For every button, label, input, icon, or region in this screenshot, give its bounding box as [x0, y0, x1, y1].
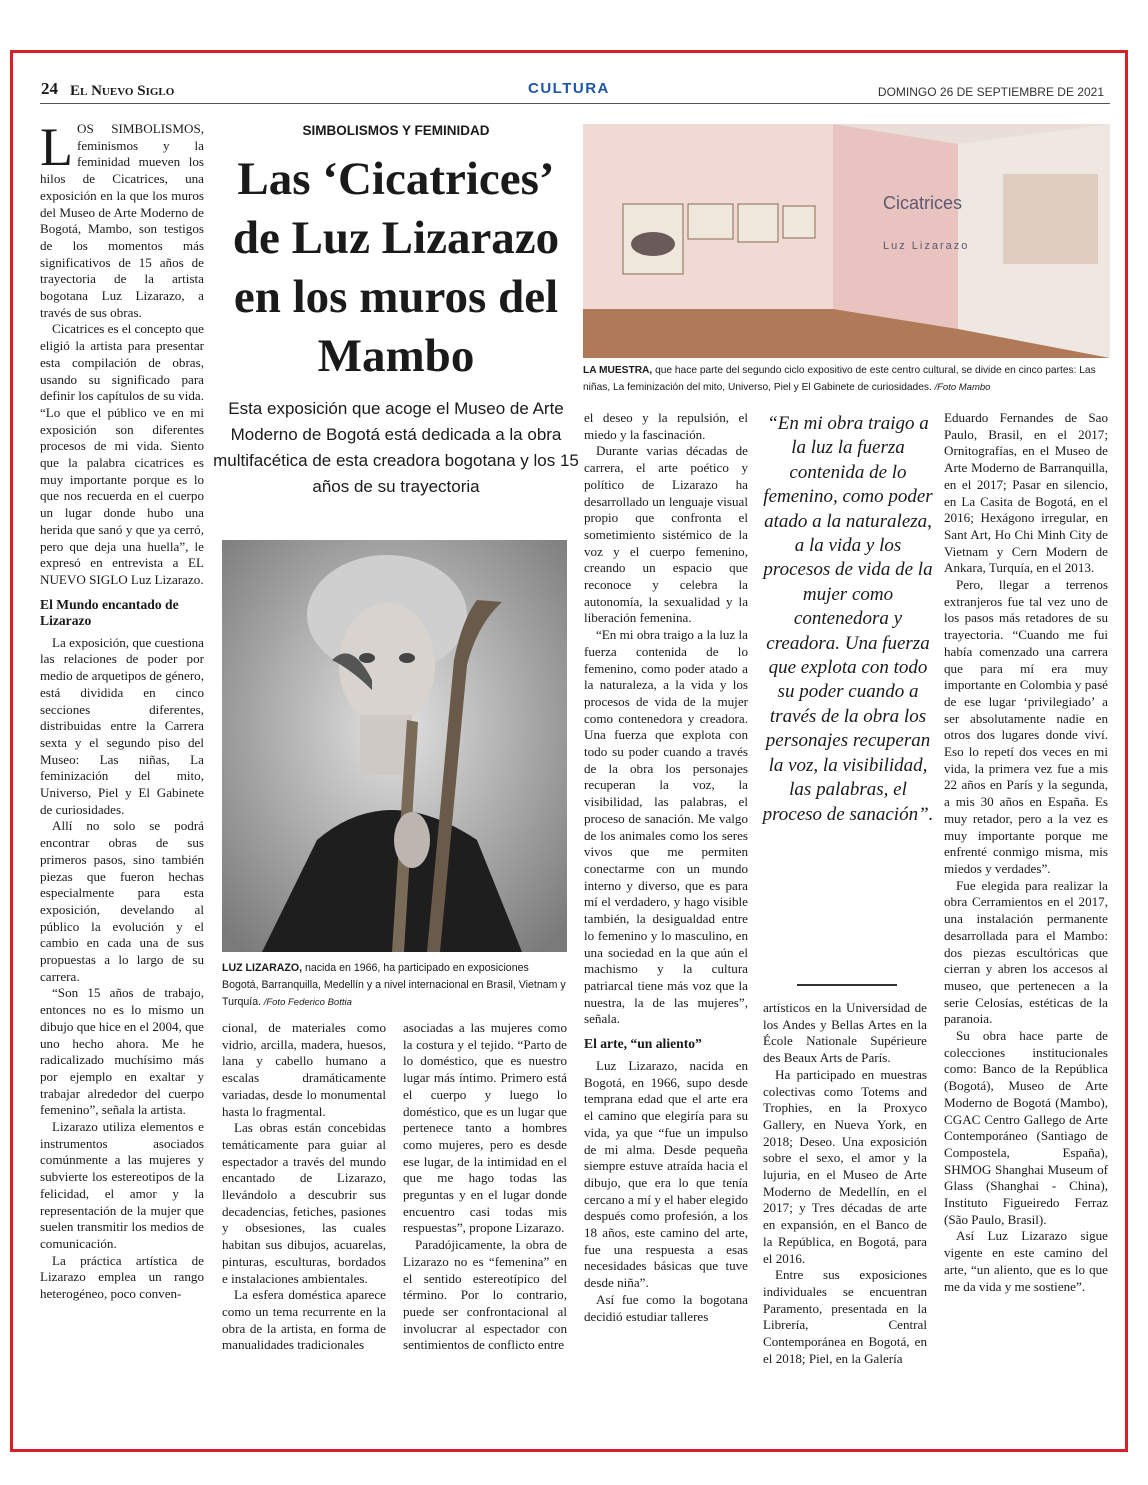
subheading: El arte, “un aliento”	[584, 1036, 702, 1052]
paragraph: “Son 15 años de trabajo, entonces no es lo mismo un dibujo que hice en el 2004, que uno hecho ahora. Me he radicalizado muchísimo más por ejemplo en exaltar y trabajar alrededor del cuerpo femenino”, señala la artista.	[40, 985, 204, 1118]
gallery-wall-title: Cicatrices	[883, 193, 963, 213]
paragraph: asociadas a las mujeres como la costura y el tejido. “Parto de lo doméstico, que es nuestro lugar más íntimo. Primero está el cuerpo y luego lo doméstico, que es un lugar que pertenece tanto a hombres como mujeres, pero es desde ese lugar, de la intimidad en el que me hago todas las preguntas y en el lugar donde encuentro casi todas mis respuestas”, propone Lizarazo.	[403, 1020, 567, 1236]
paragraph: Lizarazo utiliza elementos e instrumentos asociados comúnmente a las mujeres y subvierte los estereotipos de la felicidad, el amor y la representación de la mujer que suelen transmitir los medios de comunicación.	[40, 1119, 204, 1251]
gallery-caption	[583, 362, 1110, 396]
header-rule	[40, 103, 1110, 104]
paragraph: artísticos en la Universidad de los Andes y Bellas Artes en la École Nationale Supérieure des Beaux Arts de París.	[763, 1000, 927, 1066]
article-kicker: SIMBOLISMOS Y FEMINIDAD	[302, 123, 490, 138]
photo-credit: /Foto Mambo	[931, 382, 991, 393]
portrait-caption	[222, 960, 567, 1011]
caption-text: nacida en 1966, ha participado en exposiciones Bogotá, Barranquilla, Medellín y a nivel internacional en Brasil, Vietnam y Turquía.	[222, 962, 566, 1008]
paragraph: OS SIMBOLISMOS, feminismos y la feminidad mueven los hilos de Cicatrices, una exposición en la que los muros del Museo de Arte Moderno de Bogotá, Mambo, son testigos de los momentos más significativos de 15 años de trayectoria de la artista bogotana Luz Lizarazo, a través de sus obras.	[40, 121, 204, 320]
article-column-4	[584, 410, 748, 1325]
paragraph: Allí no solo se podrá encontrar obras de sus primeros pasos, sino también piezas que fueron hechas especialmente para esta exposición, develando al público la evolución y el cambio en cada una de sus propuestas a lo largo de su carrera.	[40, 818, 204, 984]
newspaper-name: El Nuevo Siglo	[70, 83, 175, 99]
paragraph: Así Luz Lizarazo sigue vigente en este camino del arte, “un aliento, que es lo que me da vida y me sostiene”.	[944, 1228, 1108, 1294]
paragraph: Ha participado en muestras colectivas como Totems and Trophies, en la Proxyco Gallery, en Nueva York, en 2018; Deseo. Una exposición sobre el sexo, el amor y la lujuria, en el Museo de Arte Moderno de Medellín, en el 2017; y Tres décadas de arte en expansión, en el Banco de la República, en Bogotá, para el 2016.	[763, 1066, 927, 1266]
paragraph: cional, de materiales como vidrio, arcilla, madera, huesos, lana y cabello humano a escalas dramáticamente variadas, desde lo monumental hasta lo fragmental.	[222, 1020, 386, 1119]
gallery-photo	[583, 124, 1110, 358]
article-column-5	[763, 1000, 927, 1367]
pull-quote: “En mi obra traigo a la luz la fuerza contenida de lo femenino, como poder atado a la naturaleza, a la vida y los procesos de vida de la mujer como contenedora y creadora. Una fuerza que explota con todo su poder cuando a través de la obra los personajes recuperan la voz, la visibilidad, las palabras, el proceso de sanación”.	[762, 413, 934, 825]
drop-cap: L	[40, 117, 73, 177]
article-headline: Las ‘Cicatrices’ de Luz Lizarazo en los muros del Mambo	[232, 153, 560, 382]
paragraph: Cicatrices es el concepto que eligió la artista para presentar esta compilación de obras, usando su significado para definir los capítulos de su vida. “Lo que el público ve en mi exposición son diferentes procesos de mi vida. Siento que la palabra cicatrices es muy importante porque es lo que nos recuerda en el cuerpo un lugar donde hubo una herida que sanó y que ya cerró, pero que deja una huella”, le expresó en entrevista a EL NUEVO SIGLO Luz Lizarazo.	[40, 321, 204, 587]
paragraph: Pero, llegar a terrenos extranjeros fue tal vez uno de los pasos más retadores de su trayectoria. “Cuando me fui había comenzado una carrera que para mí era muy importante en Colombia y pasé de ese lugar ‘privilegiado’ a ser absolutamente nadie en otros dos lugares donde viví. Eso lo repetí dos veces en mi vida, la primera vez fue a mis 22 años en París y la segunda, a mis 30 años en España. Es muy retador, pero a la vez es muy importante porque me enfrenté conmigo misma, mis miedos y verdades”.	[944, 577, 1108, 876]
issue-date: DOMINGO 26 DE SEPTIEMBRE DE 2021	[877, 85, 1104, 99]
article-dek: Esta exposición que acoge el Museo de Arte Moderno de Bogotá está dedicada a la obra multifacética de esta creadora bogotana y los 15 años de su trayectoria	[213, 399, 579, 496]
article-column-2	[222, 1020, 386, 1354]
subheading: El Mundo encantado de Lizarazo	[40, 596, 179, 628]
gallery-wall-subtitle: Luz Lizarazo	[883, 240, 970, 252]
article-column-3	[403, 1020, 567, 1354]
portrait-photo	[222, 540, 567, 952]
paragraph: “En mi obra traigo a la luz la fuerza contenida de lo femenino, como poder atado a la naturaleza, a la vida y los procesos de vida de la mujer como contenedora y creadora. Una fuerza que explota con todo su poder cuando a través de la obra los personajes recuperan la voz, la visibilidad, las palabras, el proceso de sanación. Me valgo de los animales como los seres vivos que me permiten conectarme con un mundo interno y diverso, que es para mí el verdadero, y hago visible también, la desigualdad entre lo femenino y lo masculino, en una sociedad en la que aún el machismo y la cultura patriarcal tiene más voz que la nuestra, la de las mujeres”, señala.	[584, 627, 748, 1027]
paragraph: Luz Lizarazo, nacida en Bogotá, en 1966, supo desde temprana edad que el arte era el camino que elegiría para su vida, ya que “fue un impulso de mi alma. Desde pequeña siempre estuve atraída hacia el dibujo, que era lo que tenía cercano a mí y el haber elegido después como profesión, a los 18 años, este camino del arte, fue una respuesta a esas necesidades básicas que tuve desde niña”.	[584, 1058, 748, 1291]
paragraph: Entre sus exposiciones individuales se encuentran Paramento, presentada en la Librería, Central Contemporánea en Bogotá, en el 2018; Piel, en la Galería	[763, 1267, 927, 1366]
paragraph: el deseo y la repulsión, el miedo y la fascinación.	[584, 410, 748, 442]
paragraph: Las obras están concebidas temáticamente para guiar al espectador a través del mundo encantado de Lizarazo, llevándolo a descubrir sus decadencias, fetiches, pasiones y obsesiones, las cuales habitan sus dibujos, acuarelas, pinturas, esculturas, bordados e instalaciones ambientales.	[222, 1120, 386, 1286]
paragraph: Paradójicamente, la obra de Lizarazo no es “femenina” en el sentido estereotípico del término. Por lo contrario, puede ser confrontacional al involucrar al espectador con sentimientos de conflicto entre	[403, 1237, 567, 1353]
pull-quote-rule	[797, 984, 897, 986]
paragraph: Eduardo Fernandes de Sao Paulo, Brasil, en el 2017; Ornitografías, en el Museo de Arte Moderno de Barranquilla, en el 2017; Pasar en silencio, en La Casita de Bogotá, en el 2016; Hexágono irregular, en Sant Art, Ho Chi Minh City de Vietnam y Cern Modern de Ankara, Turquía, en el 2013.	[944, 410, 1108, 576]
portrait-illustration	[222, 540, 567, 952]
paragraph: Así fue como la bogotana decidió estudiar talleres	[584, 1291, 748, 1324]
paragraph: Fue elegida para realizar la obra Cerramientos en el 2017, una instalación permanente desarrollada para el Mambo: dos piezas escultóricas que cierran y abren los accesos al museo, que pertenecen a la serie Celosías, estéticas de la paranoia.	[944, 877, 1108, 1027]
article-column-6	[944, 410, 1108, 1295]
paragraph: La práctica artística de Lizarazo emplea un rango heterogéneo, poco conven-	[40, 1252, 204, 1302]
article-column-1	[40, 117, 204, 1303]
paragraph: Su obra hace parte de colecciones institucionales como: Banco de la República (Bogotá), Museo de Arte Moderno de Bogotá (Mambo), CGAC Centro Gallego de Arte Contemporáneo (Santiago de Compostela, España), SHMOG Shanghai Museum of Glass (Shanghai - China), Instituto Figueiredo Ferraz (São Paulo, Brasil).	[944, 1028, 1108, 1227]
page-number: 24	[41, 79, 58, 98]
paragraph: La esfera doméstica aparece como un tema recurrente en la obra de la artista, en forma de manualidades tradicionales	[222, 1287, 386, 1353]
paragraph: Durante varias décadas de carrera, el arte poético y político de Lizarazo ha desarrollado un lenguaje visual propio que confronta el sometimiento sistémico de la voz y el cuerpo femenino, creando un espacio que reconoce y celebra la autonomía, la sexualidad y la liberación femenina.	[584, 443, 748, 626]
paragraph: La exposición, que cuestiona las relaciones de poder por medio de arquetipos de género, está dividida en cinco secciones diferentes, distribuidas entre la Carrera sexta y el segundo piso del Museo: Las niñas, La feminización del mito, Universo, Piel y El Gabinete de curiosidades.	[40, 634, 204, 817]
photo-credit: /Foto Federico Bottia	[261, 997, 352, 1008]
caption-lead: LA MUESTRA,	[583, 365, 653, 376]
gallery-illustration	[583, 124, 1110, 358]
section-label: CULTURA	[528, 80, 610, 97]
caption-lead: LUZ LIZARAZO,	[222, 962, 303, 974]
caption-text: que hace parte del segundo ciclo expositivo de este centro cultural, se divide en cinco partes: Las niñas, La feminización del mito, Universo, Piel y El Gabinete de curiosidades.	[583, 365, 1096, 393]
